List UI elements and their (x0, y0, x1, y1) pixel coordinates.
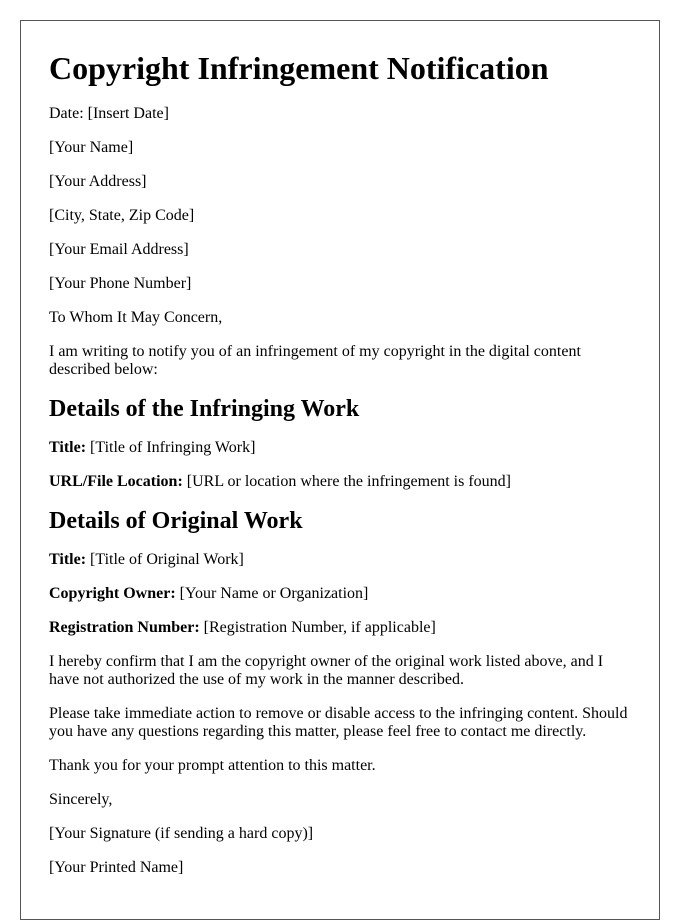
sender-address: [Your Address] (49, 173, 147, 190)
original-title-field (49, 551, 631, 569)
intro-paragraph: I am writing to notify you of an infringement of my copyright in the digital content described below: (49, 343, 581, 378)
field-label: Registration Number: (49, 619, 200, 636)
document-title: Copyright Infringement Notification (49, 50, 549, 86)
field-value: [Registration Number, if applicable] (199, 619, 436, 636)
infringing-url-field (49, 473, 631, 491)
salutation: To Whom It May Concern, (49, 309, 223, 326)
field-value: [Title of Infringing Work] (86, 439, 256, 456)
infringing-work-heading: Details of the Infringing Work (49, 396, 360, 422)
printed-name-line: [Your Printed Name] (49, 859, 184, 876)
copyright-owner-field (49, 585, 631, 603)
field-label: Copyright Owner: (49, 585, 176, 602)
infringing-title-field (49, 439, 631, 457)
date-line: Date: [Insert Date] (49, 105, 169, 122)
field-value: [URL or location where the infringement is found] (182, 473, 511, 490)
confirmation-paragraph: I hereby confirm that I am the copyright owner of the original work listed above, and I have not authorized the use of my work in the manner described. (49, 653, 604, 688)
sender-name: [Your Name] (49, 139, 134, 156)
closing: Sincerely, (49, 791, 113, 808)
thanks-paragraph: Thank you for your prompt attention to this matter. (49, 757, 376, 774)
field-label: Title: (49, 551, 87, 568)
field-value: [Your Name or Organization] (175, 585, 369, 602)
sender-email: [Your Email Address] (49, 241, 189, 258)
letter-page (20, 20, 660, 920)
field-value: [Title of Original Work] (86, 551, 244, 568)
field-label: Title: (49, 439, 87, 456)
sender-city-state-zip: [City, State, Zip Code] (49, 207, 195, 224)
field-label: URL/File Location: (49, 473, 183, 490)
signature-line: [Your Signature (if sending a hard copy)] (49, 825, 314, 842)
sender-phone: [Your Phone Number] (49, 275, 192, 292)
request-paragraph: Please take immediate action to remove or disable access to the infringing content. Should you have any questions regarding this matter, please feel free to contact me directly. (49, 705, 628, 740)
registration-number-field (49, 619, 631, 637)
original-work-heading: Details of Original Work (49, 508, 303, 534)
